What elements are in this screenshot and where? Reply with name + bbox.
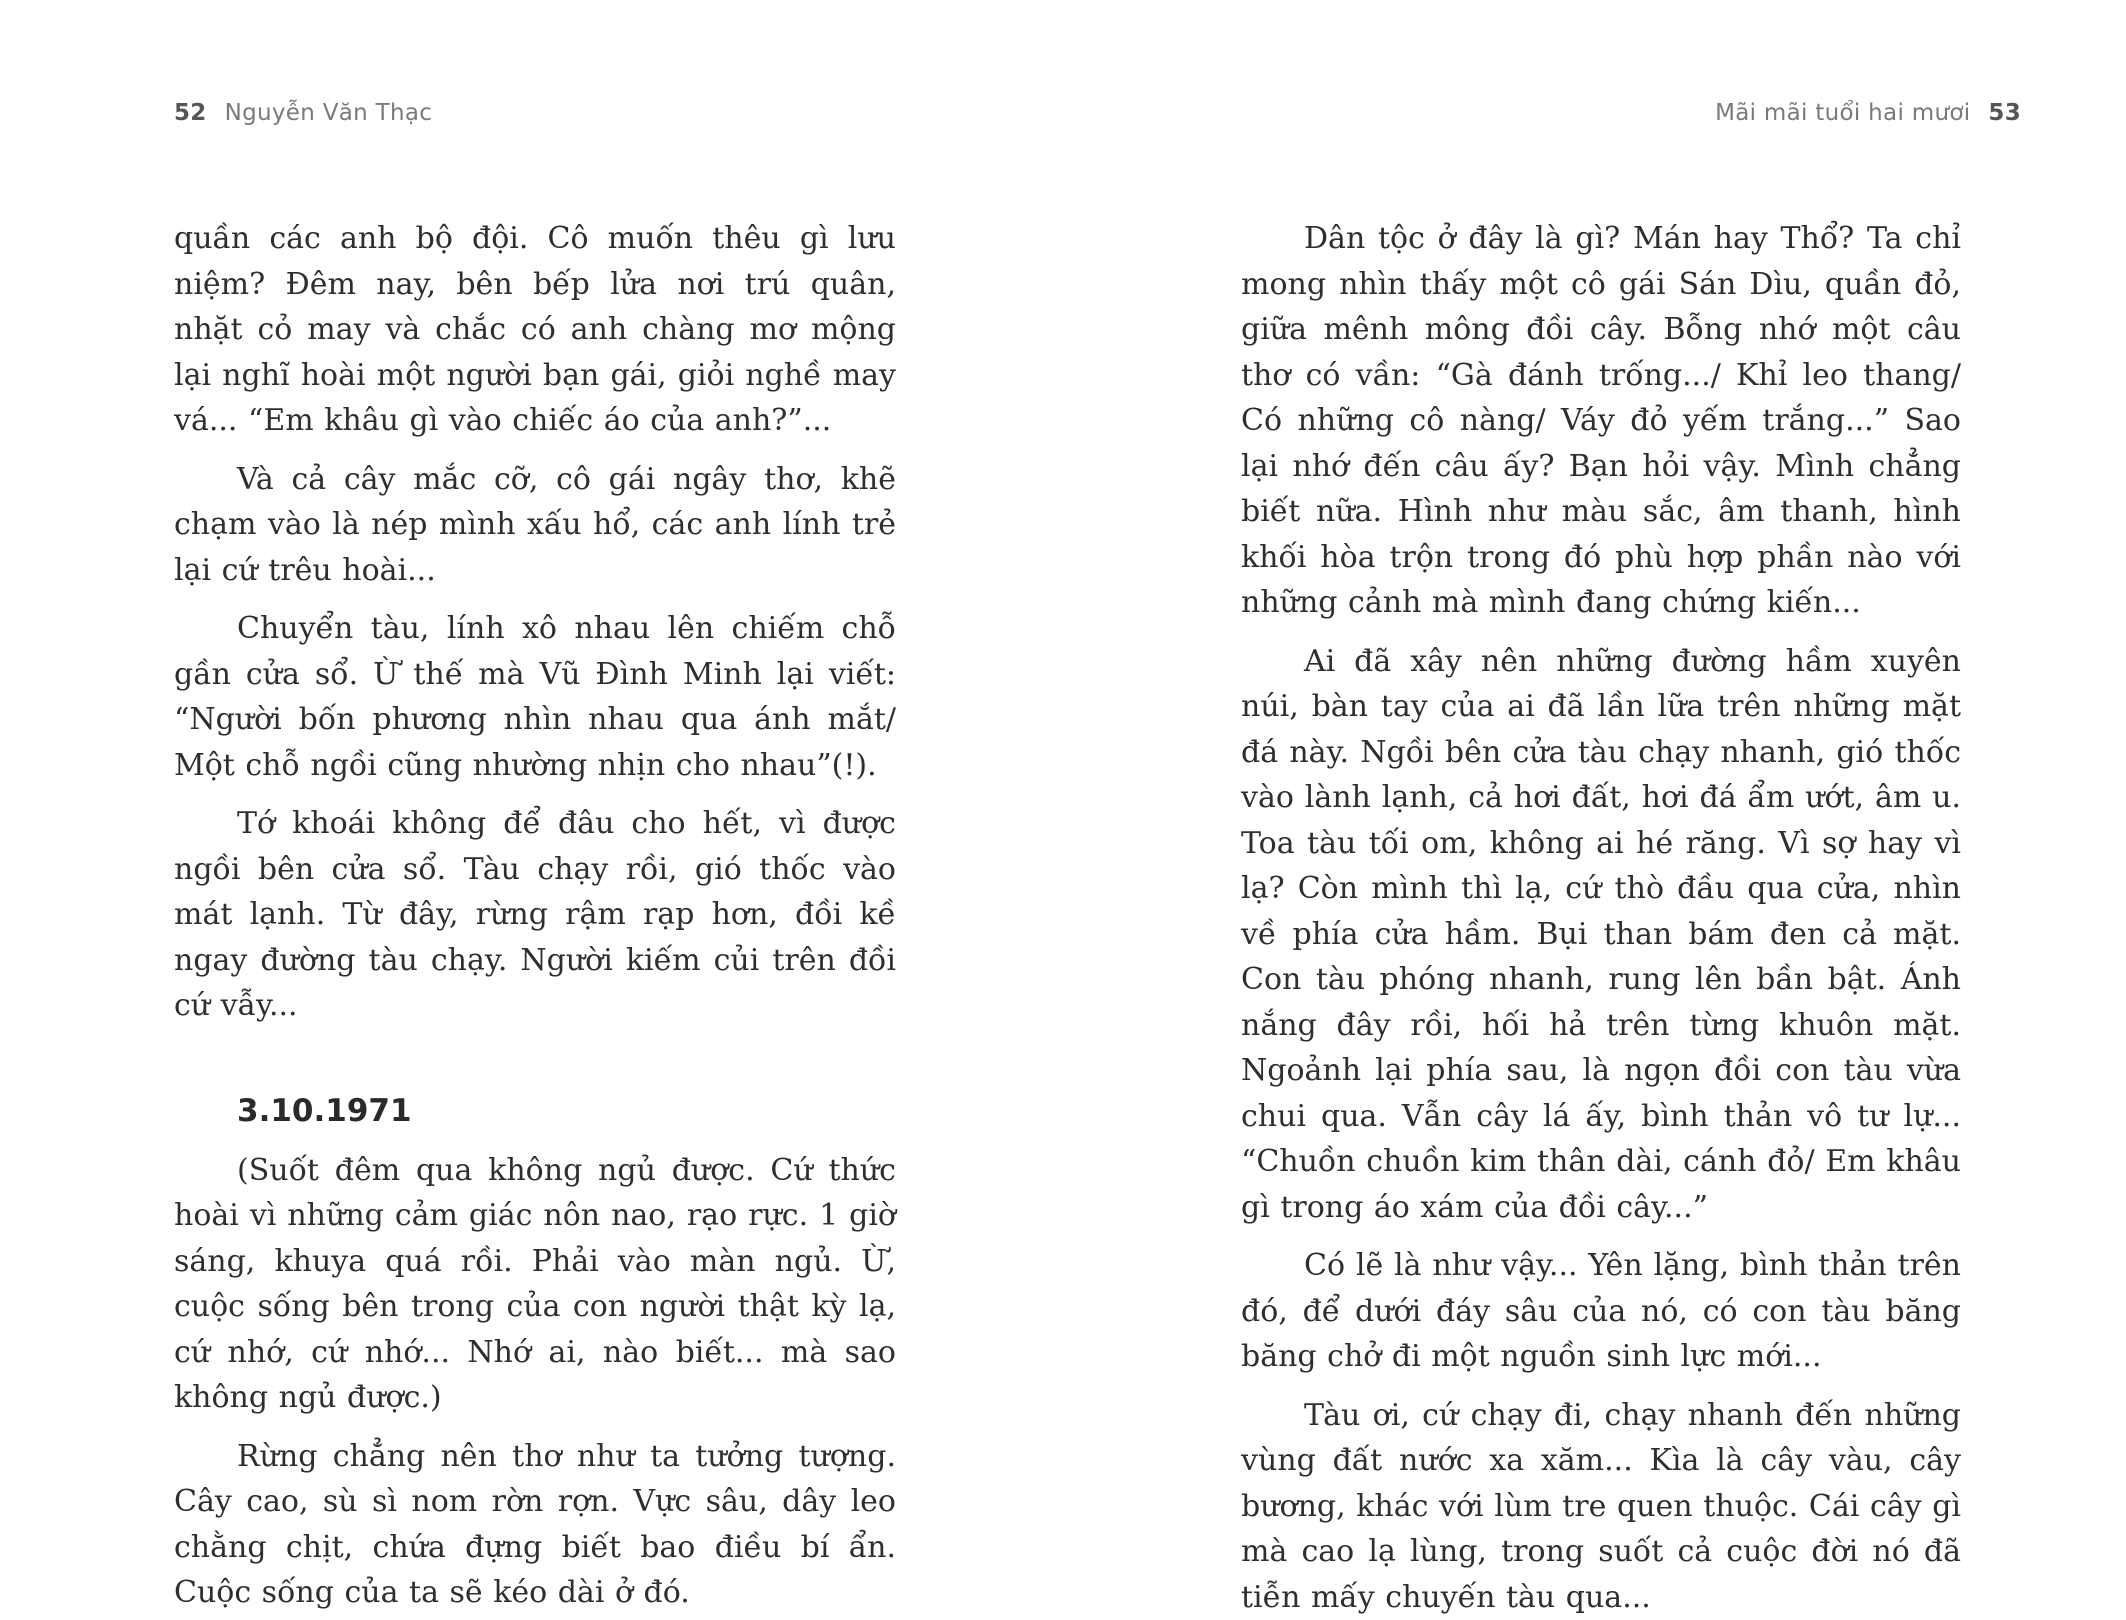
left-page <box>0 0 1063 1615</box>
diary-date-heading: 3.10.1971 <box>237 1089 896 1134</box>
paragraph: quần các anh bộ đội. Cô muốn thêu gì lưu niệm? Đêm nay, bên bếp lửa nơi trú quân, nhặt cỏ may và chắc có anh chàng mơ mộng lại nghĩ hoài một người bạn gái, giỏi nghề may vá... “Em khâu gì vào chiếc áo của anh?”... <box>174 216 896 444</box>
paragraph: Dân tộc ở đây là gì? Mán hay Thổ? Ta chỉ mong nhìn thấy một cô gái Sán Dìu, quần đỏ, giữa mênh mông đồi cây. Bỗng nhớ một câu thơ có vần: “Gà đánh trống.../ Khỉ leo thang/ Có những cô nàng/ Váy đỏ yếm trắng...” Sao lại nhớ đến câu ấy? Bạn hỏi vậy. Mình chẳng biết nữa. Hình như màu sắc, âm thanh, hình khối hòa trộn trong đó phù hợp phần nào với những cảnh mà mình đang chứng kiến... <box>1241 216 1961 626</box>
right-page <box>1063 0 2126 1615</box>
paragraph: Rừng chẳng nên thơ như ta tưởng tượng. Cây cao, sù sì nom rờn rợn. Vực sâu, dây leo chằng chịt, chứa đựng biết bao điều bí ẩn. Cuộc sống của ta sẽ kéo dài ở đó. <box>174 1434 896 1616</box>
right-body-text <box>1241 216 1961 1620</box>
right-running-head-title: Mãi mãi tuổi hai mươi <box>1715 100 1970 126</box>
right-page-number: 53 <box>1988 100 2021 126</box>
left-running-head-author: Nguyễn Văn Thạc <box>225 100 433 126</box>
paragraph: Tớ khoái không để đâu cho hết, vì được ngồi bên cửa sổ. Tàu chạy rồi, gió thốc vào mát lạnh. Từ đây, rừng rậm rạp hơn, đồi kề ngay đường tàu chạy. Người kiếm củi trên đồi cứ vẫy... <box>174 801 896 1029</box>
left-body-text <box>174 216 896 1616</box>
paragraph: Và cả cây mắc cỡ, cô gái ngây thơ, khẽ chạm vào là nép mình xấu hổ, các anh lính trẻ lại cứ trêu hoài... <box>174 457 896 594</box>
left-page-number: 52 <box>174 100 207 126</box>
paragraph: (Suốt đêm qua không ngủ được. Cứ thức hoài vì những cảm giác nôn nao, rạo rực. 1 giờ sáng, khuya quá rồi. Phải vào màn ngủ. Ừ, cuộc sống bên trong của con người thật kỳ lạ, cứ nhớ, cứ nhớ... Nhớ ai, nào biết... mà sao không ngủ được.) <box>174 1148 896 1421</box>
paragraph: Có lẽ là như vậy... Yên lặng, bình thản trên đó, để dưới đáy sâu của nó, có con tàu băng băng chở đi một nguồn sinh lực mới... <box>1241 1243 1961 1380</box>
right-running-head <box>1715 100 2021 126</box>
paragraph: Chuyển tàu, lính xô nhau lên chiếm chỗ gần cửa sổ. Ừ thế mà Vũ Đình Minh lại viết: “Người bốn phương nhìn nhau qua ánh mắt/ Một chỗ ngồi cũng nhường nhịn cho nhau”(!). <box>174 606 896 788</box>
paragraph: Ai đã xây nên những đường hầm xuyên núi, bàn tay của ai đã lần lữa trên những mặt đá này. Ngồi bên cửa tàu chạy nhanh, gió thốc vào lành lạnh, cả hơi đất, hơi đá ẩm ướt, âm u. Toa tàu tối om, không ai hé răng. Vì sợ hay vì lạ? Còn mình thì lạ, cứ thò đầu qua cửa, nhìn về phía cửa hầm. Bụi than bám đen cả mặt. Con tàu phóng nhanh, rung lên bần bật. Ánh nắng đây rồi, hối hả trên từng khuôn mặt. Ngoảnh lại phía sau, là ngọn đồi con tàu vừa chui qua. Vẫn cây lá ấy, bình thản vô tư lự... “Chuồn chuồn kim thân dài, cánh đỏ/ Em khâu gì trong áo xám của đồi cây...” <box>1241 639 1961 1231</box>
left-running-head <box>174 100 432 126</box>
paragraph: Tàu ơi, cứ chạy đi, chạy nhanh đến những vùng đất nước xa xăm... Kìa là cây vàu, cây bương, khác với lùm tre quen thuộc. Cái cây gì mà cao lạ lùng, trong suốt cả cuộc đời nó đã tiễn mấy chuyến tàu qua... <box>1241 1393 1961 1620</box>
